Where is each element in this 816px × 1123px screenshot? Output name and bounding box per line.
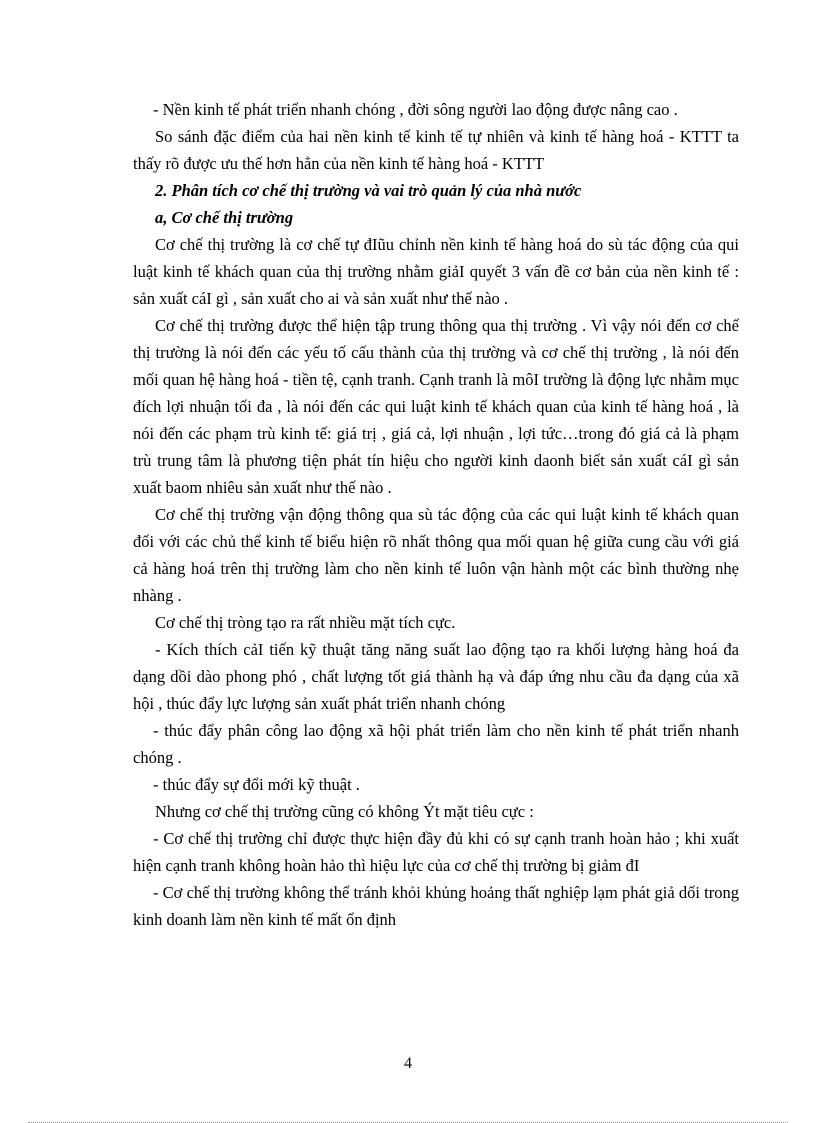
bullet-paragraph: - Cơ chế thị trường không thể tránh khỏi khủng hoảng thất nghiệp lạm phát giả dối trong kinh doanh làm nền kinh tế mất ổn định bbox=[133, 883, 739, 929]
page-body bbox=[133, 96, 739, 933]
bullet-paragraph: - thúc đẩy sự đổi mới kỹ thuật . bbox=[153, 775, 360, 794]
body-paragraph: Cơ chế thị trường vận động thông qua sù tác động của các qui luật kinh tế khách quan đối với các chủ thể kinh tế biểu hiện rõ nhất thông qua mối quan hệ giữa cung cầu với giá cả hàng hoá trên thị trường làm cho nền kinh tế luôn vận hành một các bình thường nhẹ nhàng . bbox=[133, 505, 739, 605]
bullet-paragraph: - Nền kinh tế phát triển nhanh chóng , đời sông người lao động được nâng cao . bbox=[153, 100, 678, 119]
page-number: 4 bbox=[404, 1055, 412, 1072]
body-paragraph: So sánh đặc điểm của hai nền kinh tế kinh tế tự nhiên và kinh tế hàng hoá - KTTT ta thấy rõ được ưu thế hơn hẳn của nền kinh tế hàng hoá - KTTT bbox=[133, 127, 739, 173]
bullet-paragraph: - thúc đẩy phân công lao động xã hội phát triển làm cho nền kinh tế phát triển nhanh chóng . bbox=[133, 721, 739, 767]
body-paragraph: Cơ chế thị trường là cơ chế tự đIũu chỉnh nền kinh tế hàng hoá do sù tác động của qui luật kinh tế khách quan của thị trường nhằm giảI quyết 3 vấn đề cơ bản của nền kinh tế : sản xuất cáI gì , sản xuất cho ai và sản xuất như thế nào . bbox=[133, 235, 739, 308]
body-paragraph: Cơ chế thị trường được thể hiện tập trung thông qua thị trường . Vì vậy nói đến cơ chế thị trường là nói đến các yếu tố cấu thành của thị trường và cơ chế thị trường , là nói đến mối quan hệ hàng hoá - tiền tệ, cạnh tranh. Cạnh tranh là môI trường là động lực nhằm mục đích lợi nhuận tối đa , là nói đến các qui luật kinh tế khách quan của kinh tế hàng hoá , là nói đến các phạm trù kinh tế: giá trị , giá cả, lợi nhuận , lợi tức…trong đó giá cả là phạm trù trung tâm là phương tiện phát tín hiệu cho người kinh daonh biết sản xuất cáI gì sản xuất baom nhiêu sản xuất như thế nào . bbox=[133, 316, 739, 497]
section-heading: 2. Phân tích cơ chế thị trường và vai trò quản lý của nhà nước bbox=[155, 181, 582, 200]
body-paragraph: - Kích thích cảI tiến kỹ thuật tăng năng suất lao động tạo ra khối lượng hàng hoá đa dạng dồi dào phong phó , chất lượng tốt giá thành hạ và đáp ứng nhu cầu đa dạng của xã hội , thúc đẩy lực lượng sản xuất phát triển nhanh chóng bbox=[133, 640, 739, 713]
subsection-heading: a, Cơ chế thị trường bbox=[155, 208, 294, 227]
body-paragraph: Nhưng cơ chế thị trường cũng có không Ýt mặt tiêu cực : bbox=[155, 802, 534, 821]
body-paragraph: Cơ chế thị tròng tạo ra rất nhiều mặt tích cực. bbox=[155, 613, 456, 632]
bullet-paragraph: - Cơ chế thị trường chỉ được thực hiện đầy đủ khi có sự cạnh tranh hoàn hảo ; khi xuất hiện cạnh tranh không hoàn hảo thì hiệu lực của cơ chế thị trường bị giảm đI bbox=[133, 829, 739, 875]
